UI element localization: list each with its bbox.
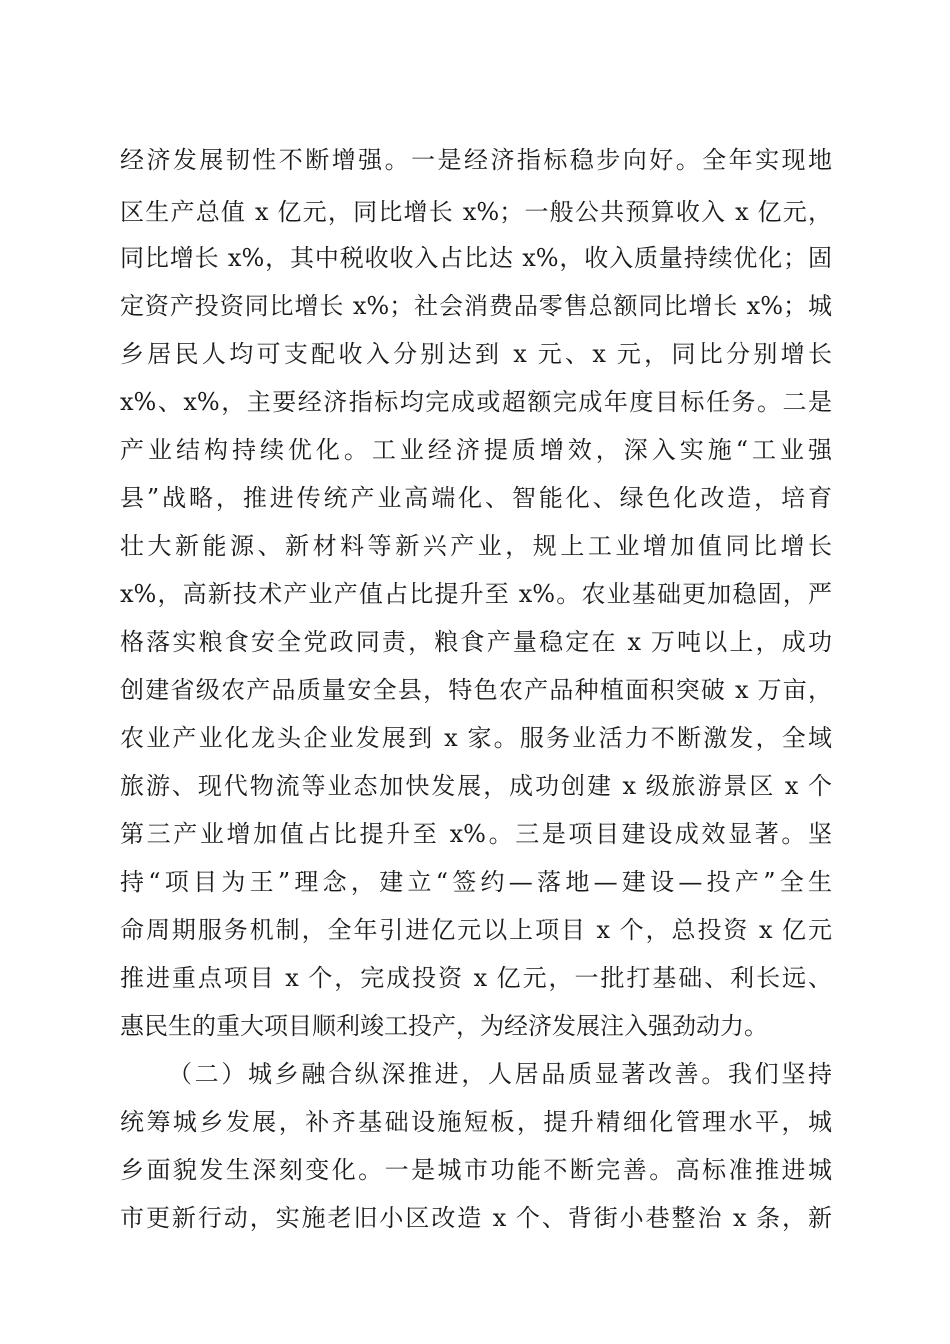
text-line: 命周期服务机制，全年引进亿元以上项目 x 个，总投资 x 亿元 (120, 916, 832, 944)
text-line: 产业结构持续优化。工业经济提质增效，深入实施“工业强 (120, 436, 832, 464)
text-line: 农业产业化龙头企业发展到 x 家。服务业活力不断激发，全域 (120, 724, 832, 752)
section-heading-line: （二）城乡融合纵深推进，人居品质显著改善。我们坚持 (168, 1060, 832, 1088)
text-line: x%、x%，主要经济指标均完成或超额完成年度目标任务。二是 (120, 388, 832, 416)
text-line: x%，高新技术产业产值占比提升至 x%。农业基础更加稳固，严 (120, 580, 832, 608)
text-line: 推进重点项目 x 个，完成投资 x 亿元，一批打基础、利长远、 (120, 964, 832, 992)
text-line: 惠民生的重大项目顺利竣工投产，为经济发展注入强劲动力。 (120, 1012, 768, 1040)
text-line: 持“项目为王”理念，建立“签约—落地—建设—投产”全生 (120, 868, 832, 896)
text-line: 乡居民人均可支配收入分别达到 x 元、x 元，同比分别增长 (120, 340, 832, 368)
text-line: 第三产业增加值占比提升至 x%。三是项目建设成效显著。坚 (120, 820, 832, 848)
text-line: 定资产投资同比增长 x%；社会消费品零售总额同比增长 x%；城 (120, 292, 832, 320)
text-line: 区生产总值 x 亿元，同比增长 x%；一般公共预算收入 x 亿元， (120, 198, 832, 226)
text-line: 壮大新能源、新材料等新兴产业，规上工业增加值同比增长 (120, 532, 832, 560)
text-line: 同比增长 x%，其中税收收入占比达 x%，收入质量持续优化；固 (120, 244, 832, 272)
text-line: 乡面貌发生深刻变化。一是城市功能不断完善。高标准推进城 (120, 1156, 832, 1184)
text-line: 格落实粮食安全党政同责，粮食产量稳定在 x 万吨以上，成功 (120, 628, 832, 656)
text-line: 旅游、现代物流等业态加快发展，成功创建 x 级旅游景区 x 个 (120, 772, 832, 800)
text-line: 统筹城乡发展，补齐基础设施短板，提升精细化管理水平，城 (120, 1108, 832, 1136)
text-line: 经济发展韧性不断增强。一是经济指标稳步向好。全年实现地 (120, 146, 832, 174)
text-line: 创建省级农产品质量安全县，特色农产品种植面积突破 x 万亩， (120, 676, 832, 704)
text-line: 市更新行动，实施老旧小区改造 x 个、背街小巷整治 x 条，新 (120, 1204, 832, 1232)
text-line: 县”战略，推进传统产业高端化、智能化、绿色化改造，培育 (120, 484, 832, 512)
